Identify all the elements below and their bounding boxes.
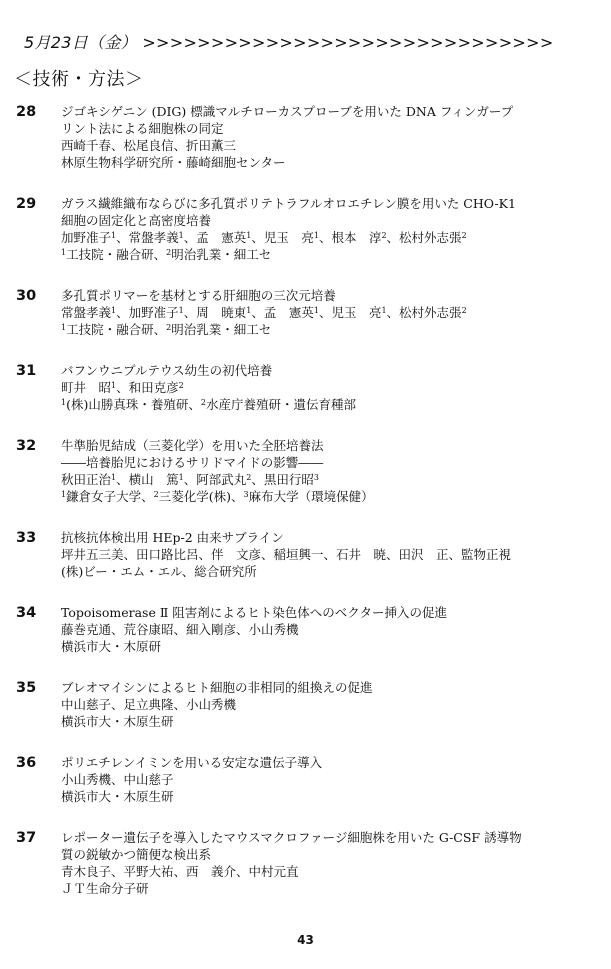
affiliation-text: ＪＴ生命分子研: [61, 881, 149, 896]
entry-body: [61, 604, 581, 655]
entry-number: 31: [16, 363, 37, 379]
author-text: 、松村外志張: [386, 305, 462, 320]
entry-number: 30: [16, 288, 37, 304]
affiliation-marker: 1: [61, 323, 67, 332]
entry-body: [61, 754, 581, 805]
abstract-entry: [0, 195, 611, 263]
session-date: 5月23日（金）: [24, 33, 137, 52]
entry-title: [61, 195, 581, 229]
author-text: 小山秀機、中山慈子: [61, 772, 174, 787]
author-text: 、常盤孝義: [116, 230, 179, 245]
author-text: 坪井五三美、田口路比呂、伴 文彦、稲垣興一、石井 暁、田沢 正、監物正視: [61, 547, 512, 562]
entry-affiliation: [61, 396, 581, 413]
session-header: [24, 30, 594, 53]
author-text: 藤巻克通、荒谷康昭、細入剛彦、小山秀機: [61, 622, 299, 637]
affiliation-marker: 1: [313, 231, 319, 240]
affiliation-marker: 1: [61, 248, 67, 257]
affiliation-marker: 2: [166, 323, 172, 332]
entry-body: [61, 679, 581, 730]
affiliation-marker: 2: [381, 231, 387, 240]
entry-authors: [61, 229, 581, 246]
author-text: 町井 昭: [61, 380, 112, 395]
author-text: 秋田正治: [61, 472, 112, 487]
affiliation-marker: 1: [178, 473, 184, 482]
entry-body: [61, 529, 581, 580]
author-text: 、横山 篤: [116, 472, 179, 487]
entry-title-line: ――培養胎児におけるサリドマイドの影響――: [61, 455, 324, 470]
affiliation-text: 水産庁養殖研・遺伝育種部: [205, 397, 356, 412]
entry-authors: [61, 696, 581, 713]
entry-title-line: ポリエチレンイミンを用いる安定な遺伝子導入: [61, 755, 323, 770]
author-text: 、児玉 亮: [251, 230, 314, 245]
entry-title-line: バフンウニプルテウス幼生の初代培養: [61, 363, 273, 378]
author-text: 、周 暁東: [183, 305, 247, 320]
affiliation-marker: 2: [461, 306, 467, 315]
affiliation-text: 明治乳業・細工セ: [171, 322, 272, 337]
author-text: 、加野准子: [116, 305, 179, 320]
entry-title: [61, 103, 581, 137]
author-text: 、松村外志張: [386, 230, 462, 245]
abstract-entry: [0, 829, 611, 897]
entry-affiliation: [61, 321, 581, 338]
entry-title: [61, 754, 581, 771]
affiliation-marker: 1: [381, 306, 387, 315]
affiliation-marker: 2: [200, 398, 206, 407]
author-text: 、児玉 亮: [318, 305, 382, 320]
affiliation-marker: 2: [461, 231, 467, 240]
entry-title: [61, 829, 581, 863]
affiliation-marker: 2: [178, 381, 184, 390]
affiliation-marker: 1: [111, 381, 117, 390]
entry-title-line: 多孔質ポリマーを基材とする肝細胞の三次元培養: [61, 288, 336, 303]
affiliation-marker: 1: [178, 231, 184, 240]
entry-authors: [61, 621, 581, 638]
entry-title-line: ガラス繊維織布ならびに多孔質ポリテトラフルオロエチレン膜を用いた CHO-K1: [61, 196, 516, 211]
entry-title-line: 牛準胎児結成（三菱化学）を用いた全胚培養法: [61, 438, 324, 453]
entry-number: 34: [16, 605, 37, 621]
entry-title: [61, 362, 581, 379]
affiliation-marker: 3: [243, 490, 249, 499]
entry-affiliation: [61, 488, 581, 505]
abstract-entry: [0, 362, 611, 413]
entry-body: [61, 829, 581, 897]
abstract-entry: [0, 604, 611, 655]
affiliation-marker: 1: [246, 306, 252, 315]
page-number: 43: [297, 933, 314, 947]
entry-title: [61, 529, 581, 546]
abstract-entry: [0, 103, 611, 171]
entry-affiliation: [61, 246, 581, 263]
entry-number: 28: [16, 104, 37, 120]
author-text: 常盤孝義: [61, 305, 112, 320]
entry-number: 36: [16, 755, 37, 771]
entry-body: [61, 437, 581, 505]
author-text: 加野准子: [61, 230, 112, 245]
entry-title: [61, 437, 581, 471]
entry-title-line: 細胞の固定化と高密度培養: [61, 213, 212, 228]
entry-title-line: 抗核抗体検出用 HEp-2 由来サブライン: [61, 530, 284, 545]
affiliation-marker: 2: [153, 490, 159, 499]
abstract-entry: [0, 679, 611, 730]
affiliation-marker: 2: [246, 473, 252, 482]
entry-authors: [61, 546, 581, 563]
session-arrows: >>>>>>>>>>>>>>>>>>>>>>>>>>>>>>: [142, 33, 554, 52]
section-title: ＜技術・方法＞: [14, 69, 144, 90]
affiliation-marker: 1: [111, 306, 117, 315]
entry-title: [61, 679, 581, 696]
affiliation-marker: 1: [61, 398, 67, 407]
affiliation-marker: 3: [313, 473, 319, 482]
affiliation-marker: 2: [166, 248, 172, 257]
author-text: 、孟 憲英: [183, 230, 247, 245]
affiliation-text: 明治乳業・細工セ: [171, 247, 272, 262]
entry-number: 37: [16, 830, 37, 846]
author-text: 、黒田行昭: [251, 472, 314, 487]
affiliation-text: (株)ビー・エム・エル、総合研究所: [61, 564, 257, 579]
entry-body: [61, 287, 581, 338]
entry-title-line: Topoisomerase Ⅱ 阻害剤によるヒト染色体へのベクター挿入の促進: [61, 605, 448, 620]
affiliation-text: (株)山勝真珠・養殖研、: [66, 397, 201, 412]
author-text: 西崎千春、松尾良信、折田薫三: [61, 138, 237, 153]
entry-number: 29: [16, 196, 37, 212]
affiliation-text: 林原生物科学研究所・藤崎細胞センター: [61, 155, 286, 170]
affiliation-text: 三菱化学(株)、: [158, 489, 244, 504]
affiliation-marker: 1: [61, 490, 67, 499]
entry-title-line: ジゴキシゲニン (DIG) 標識マルチローカスプローブを用いた DNA フィンガープ: [61, 104, 514, 119]
abstract-list: [0, 103, 611, 921]
author-text: 、根本 淳: [318, 230, 382, 245]
entry-authors: [61, 137, 581, 154]
entry-authors: [61, 304, 581, 321]
affiliation-marker: 1: [313, 306, 319, 315]
affiliation-text: 横浜市大・木原生研: [61, 789, 174, 804]
affiliation-marker: 1: [111, 473, 117, 482]
affiliation-text: 工技院・融合研、: [66, 247, 167, 262]
entry-title-line: リント法による細胞株の同定: [61, 121, 224, 136]
abstract-entry: [0, 437, 611, 505]
entry-body: [61, 103, 581, 171]
entry-affiliation: [61, 154, 581, 171]
entry-title: [61, 604, 581, 621]
author-text: 、孟 憲英: [251, 305, 314, 320]
entry-title-line: レポーター遺伝子を導入したマウスマクロファージ細胞株を用いた G-CSF 誘導物: [61, 830, 522, 845]
entry-body: [61, 195, 581, 263]
affiliation-text: 横浜市大・木原研: [61, 639, 162, 654]
entry-body: [61, 362, 581, 413]
entry-title: [61, 287, 581, 304]
entry-number: 33: [16, 530, 37, 546]
entry-title-line: ブレオマイシンによるヒト細胞の非相同的組換えの促進: [61, 680, 373, 695]
author-text: 、阿部武丸: [183, 472, 247, 487]
affiliation-text: 麻布大学（環境保健）: [248, 489, 374, 504]
entry-authors: [61, 771, 581, 788]
affiliation-text: 工技院・融合研、: [66, 322, 167, 337]
affiliation-marker: 1: [246, 231, 252, 240]
entry-affiliation: [61, 880, 581, 897]
entry-authors: [61, 863, 581, 880]
abstract-entry: [0, 754, 611, 805]
abstract-entry: [0, 529, 611, 580]
entry-affiliation: [61, 788, 581, 805]
entry-title-line: 質の鋭敏かつ簡便な検出系: [61, 847, 212, 862]
entry-authors: [61, 379, 581, 396]
author-text: 青木良子、平野大祐、西 義介、中村元直: [61, 864, 299, 879]
affiliation-text: 横浜市大・木原生研: [61, 714, 174, 729]
author-text: 、和田克彦: [116, 380, 179, 395]
entry-affiliation: [61, 638, 581, 655]
entry-authors: [61, 471, 581, 488]
affiliation-marker: 1: [178, 306, 184, 315]
affiliation-marker: 1: [111, 231, 117, 240]
entry-number: 32: [16, 438, 37, 454]
abstract-entry: [0, 287, 611, 338]
author-text: 中山慈子、足立典隆、小山秀機: [61, 697, 237, 712]
entry-number: 35: [16, 680, 37, 696]
affiliation-text: 鎌倉女子大学、: [66, 489, 154, 504]
entry-affiliation: [61, 713, 581, 730]
entry-affiliation: [61, 563, 581, 580]
